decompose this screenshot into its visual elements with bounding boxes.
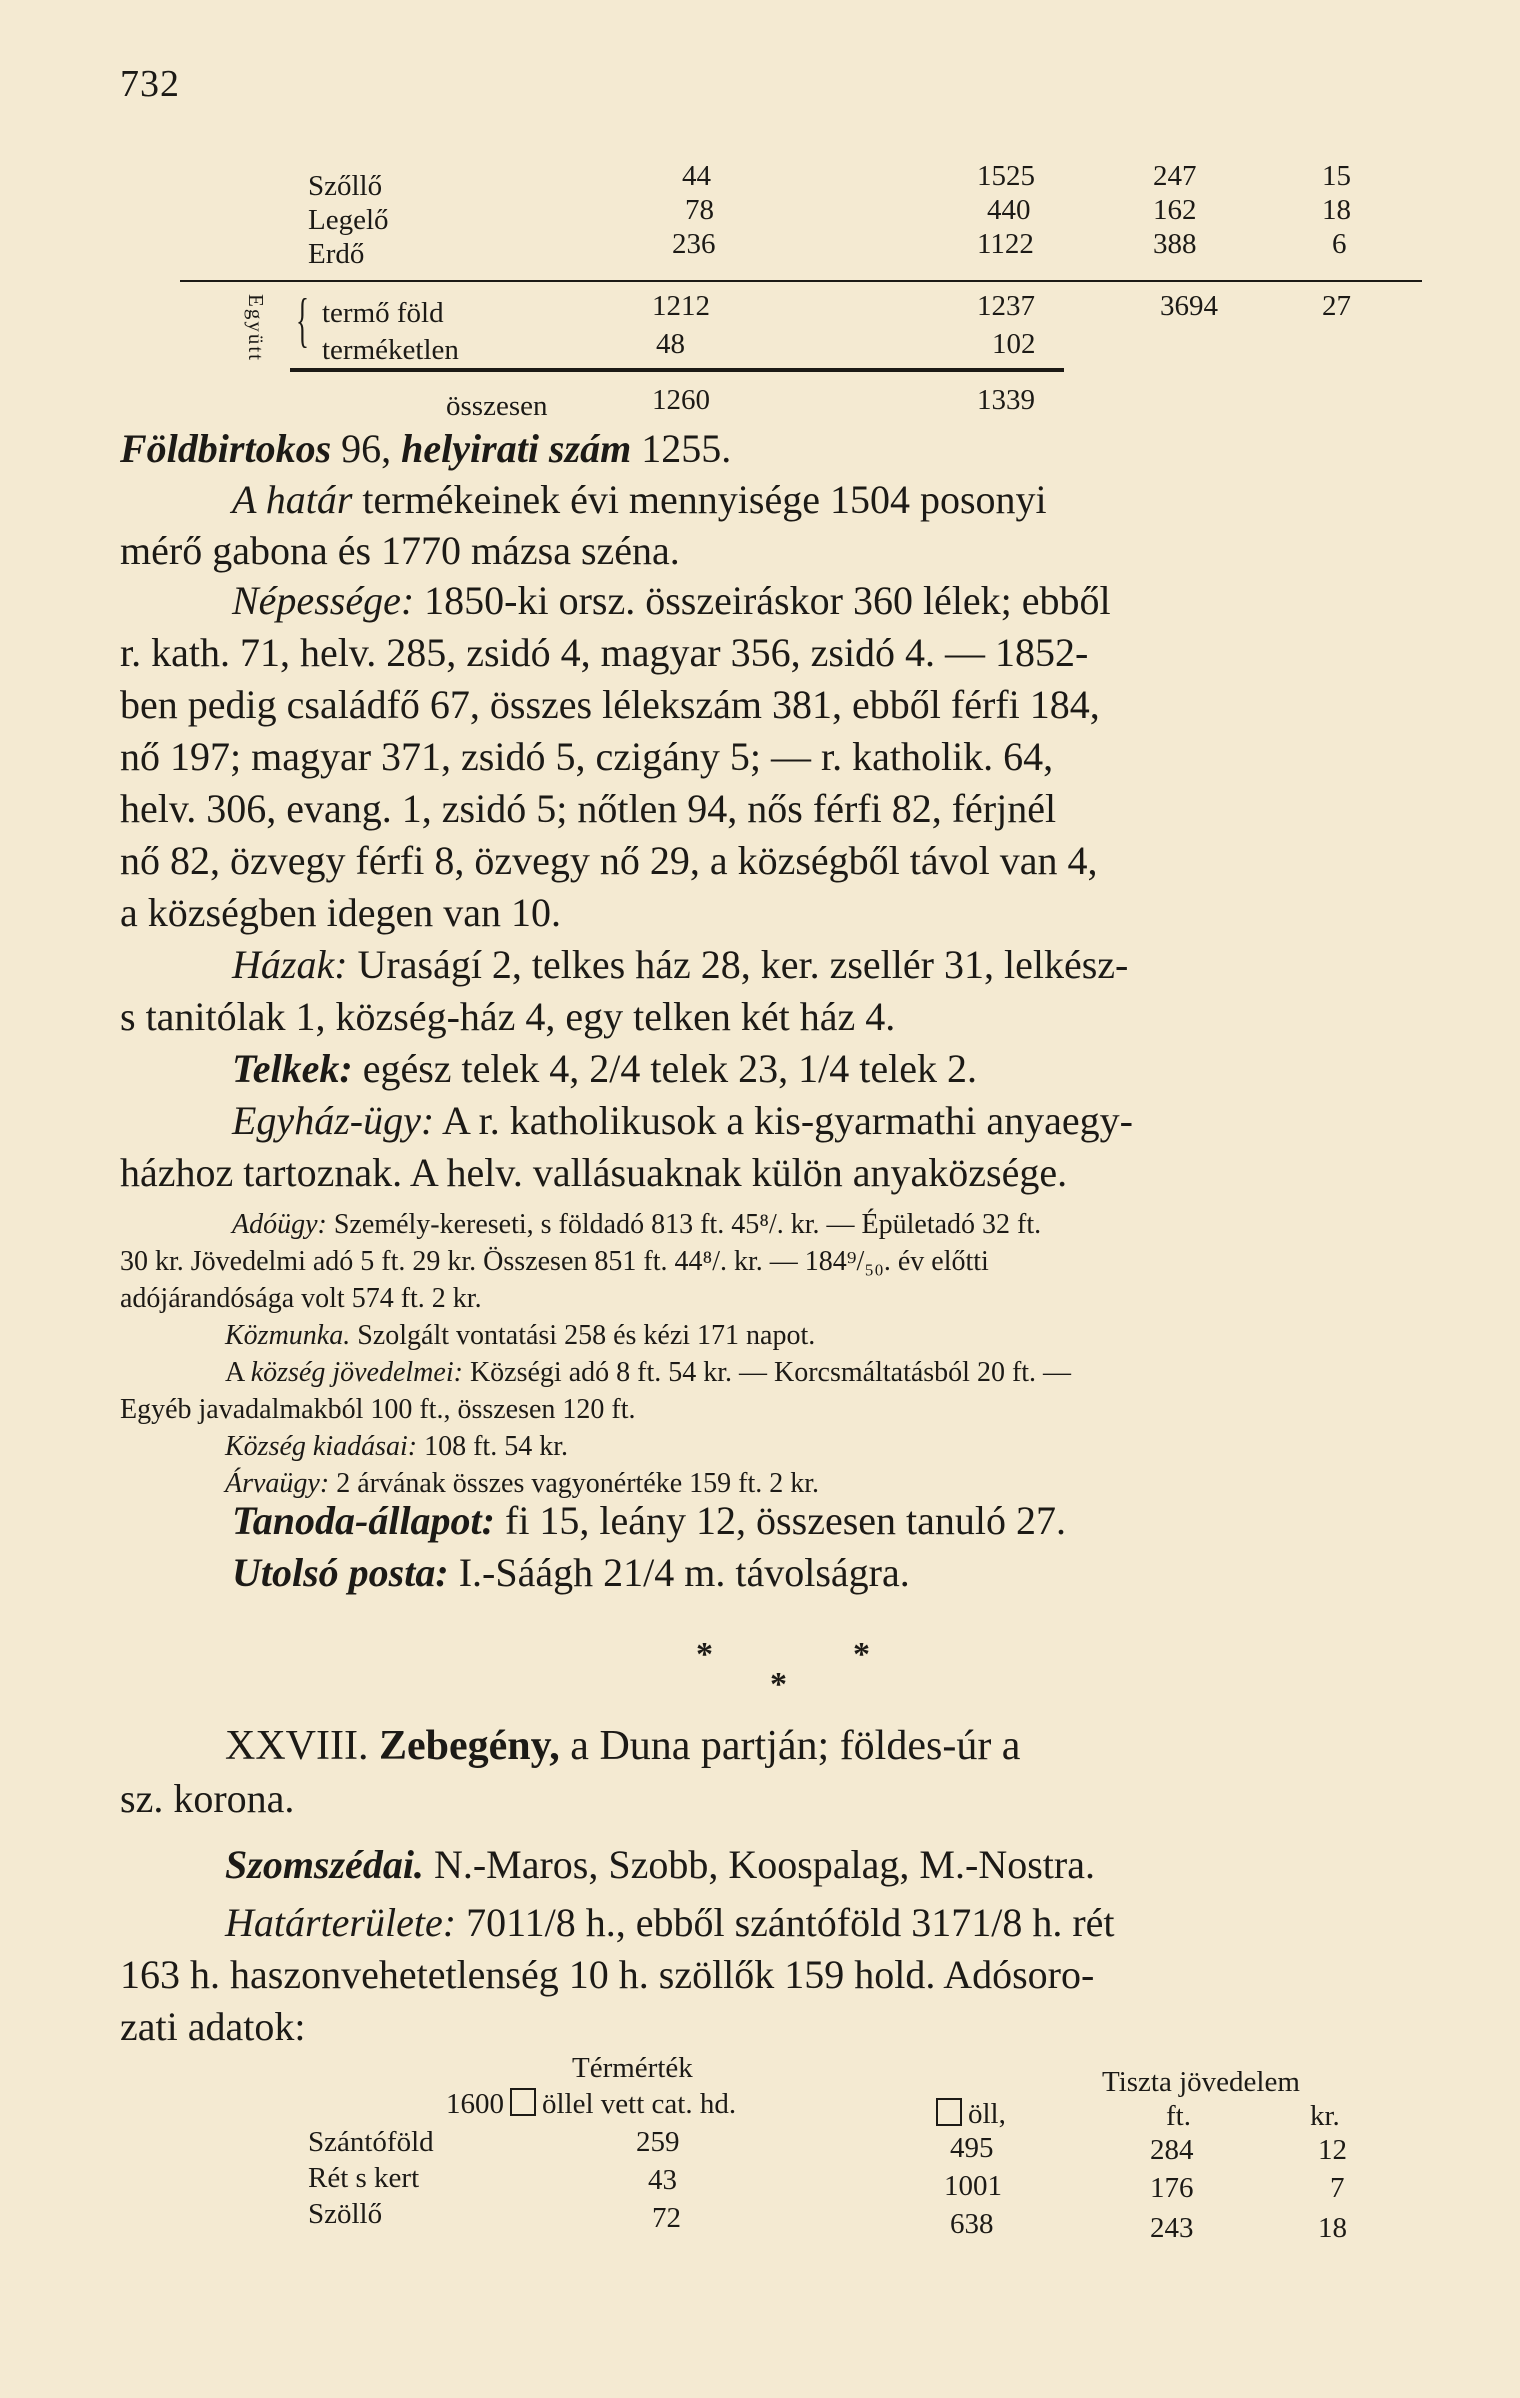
cell: 638: [950, 2208, 994, 2240]
cell: 1237: [977, 290, 1035, 322]
cell: 27: [1322, 290, 1351, 322]
col-header: ft.: [1166, 2100, 1191, 2132]
col-header: 1600 öllel vett cat. hd.: [446, 2088, 737, 2120]
text-line: nő 82, özvegy férfi 8, özvegy nő 29, a községből távol van 4,: [120, 838, 1098, 883]
cell: 48: [656, 328, 685, 360]
section-star: *: [853, 1636, 870, 1673]
row-label: terméketlen: [322, 334, 459, 366]
row-label: termő föld: [322, 297, 444, 329]
cell: 72: [652, 2202, 681, 2234]
row-label: Szöllő: [308, 2198, 383, 2230]
cell: 44: [682, 160, 711, 192]
cell: 78: [685, 194, 714, 226]
text-line: Határterülete: 7011/8 h., ebből szántóföld 3171/8 h. rét: [225, 1900, 1115, 1945]
cell: 43: [648, 2164, 677, 2196]
text-line: Telkek: egész telek 4, 2/4 telek 23, 1/4 telek 2.: [232, 1046, 977, 1091]
text-line: sz. korona.: [120, 1776, 295, 1821]
cell: 284: [1150, 2134, 1194, 2166]
text-line: a községben idegen van 10.: [120, 890, 561, 935]
text-line: Népessége: 1850-ki orsz. összeiráskor 360 lélek; ebből: [232, 578, 1111, 623]
cell: 259: [636, 2126, 680, 2158]
col-header: Tiszta jövedelem: [1102, 2066, 1300, 2098]
table-rule: [180, 280, 1422, 282]
text-line: Tanoda-állapot: fi 15, leány 12, összesen tanuló 27.: [232, 1498, 1066, 1543]
small-line: adójárandósága volt 574 ft. 2 kr.: [120, 1283, 482, 1314]
text-line: Földbirtokos 96, helyirati szám 1255.: [120, 426, 732, 471]
brace: {: [296, 287, 309, 353]
small-line: Árvaügy: 2 árvának összes vagyonértéke 159 ft. 2 kr.: [225, 1468, 820, 1499]
row-label: Legelő: [308, 204, 389, 236]
text-line: Szomszédai. N.-Maros, Szobb, Koospalag, M.-Nostra.: [225, 1842, 1095, 1887]
text-line: nő 197; magyar 371, zsidó 5, czigány 5; — r. katholik. 64,: [120, 734, 1054, 779]
text-line: Házak: Uraságí 2, telkes ház 28, ker. zsellér 31, lelkész-: [232, 942, 1129, 987]
section-star: *: [770, 1666, 787, 1703]
small-line: Község kiadásai: 108 ft. 54 kr.: [225, 1431, 568, 1462]
cell: 1212: [652, 290, 710, 322]
cell: 3694: [1160, 290, 1218, 322]
square-icon: [936, 2098, 962, 2126]
small-line: Egyéb javadalmakból 100 ft., összesen 120 ft.: [120, 1394, 636, 1425]
cell: 162: [1153, 194, 1197, 226]
text-line: A határ termékeinek évi mennyisége 1504 posonyi: [232, 477, 1047, 522]
small-line: A község jövedelmei: Községi adó 8 ft. 54 kr. — Korcsmáltatásból 20 ft. —: [225, 1357, 1072, 1388]
row-label: Szőllő: [308, 170, 383, 202]
col-header: öll,: [930, 2098, 1006, 2131]
text-line: helv. 306, evang. 1, zsidó 5; nőtlen 94, nős férfi 82, férjnél: [120, 786, 1057, 831]
text-line: mérő gabona és 1770 mázsa széna.: [120, 528, 680, 573]
cell: 18: [1318, 2212, 1347, 2244]
cell: 1339: [977, 384, 1035, 416]
cell: 1260: [652, 384, 710, 416]
cell: 6: [1332, 228, 1347, 260]
text-line: Utolsó posta: I.-Sáágh 21/4 m. távolságra.: [232, 1550, 910, 1595]
text-line: r. kath. 71, helv. 285, zsidó 4, magyar 356, zsidó 4. — 1852-: [120, 630, 1089, 675]
cell: 388: [1153, 228, 1197, 260]
cell: 440: [987, 194, 1031, 226]
small-line: Adóügy: Személy-kereseti, s földadó 813 ft. 45⁸/. kr. — Épületadó 32 ft.: [232, 1209, 1042, 1240]
row-label: Erdő: [308, 238, 365, 270]
cell: 1001: [944, 2170, 1002, 2202]
square-icon: [510, 2088, 536, 2116]
cell: 12: [1318, 2134, 1347, 2166]
col-header: kr.: [1310, 2100, 1340, 2132]
cell: 243: [1150, 2212, 1194, 2244]
text-line: házhoz tartoznak. A helv. vallásuaknak külön anyaközsége.: [120, 1150, 1068, 1195]
total-label: összesen: [446, 390, 548, 422]
cell: 1122: [977, 228, 1034, 260]
row-label: Rét s kert: [308, 2162, 420, 2194]
page-number: 732: [120, 63, 180, 105]
cell: 236: [672, 228, 716, 260]
section-star: *: [696, 1636, 713, 1673]
cell: 247: [1153, 160, 1197, 192]
text-line: zati adatok:: [120, 2004, 306, 2049]
cell: 15: [1322, 160, 1351, 192]
small-line: 30 kr. Jövedelmi adó 5 ft. 29 kr. Összesen 851 ft. 44⁸/. kr. — 184⁹/₅₀. év előtti: [120, 1246, 989, 1277]
cell: 1525: [977, 160, 1035, 192]
text-line: 163 h. haszonvehetetlenség 10 h. szöllők 159 hold. Adósoro-: [120, 1952, 1095, 1997]
col-header: Térmérték: [572, 2052, 693, 2084]
section-heading: XXVIII. Zebegény, a Duna partján; földes-úr a: [225, 1723, 1021, 1769]
small-line: Közmunka. Szolgált vontatási 258 és kézi 171 napot.: [225, 1320, 816, 1351]
cell: 176: [1150, 2172, 1194, 2204]
side-label: Együtt: [244, 294, 268, 362]
cell: 7: [1330, 2172, 1345, 2204]
row-label: Szántóföld: [308, 2126, 434, 2158]
text-line: Egyház-ügy: A r. katholikusok a kis-gyarmathi anyaegy-: [232, 1098, 1133, 1143]
cell: 495: [950, 2132, 994, 2164]
table-rule: [290, 368, 1064, 372]
text-line: s tanitólak 1, község-ház 4, egy telken két ház 4.: [120, 994, 896, 1039]
cell: 18: [1322, 194, 1351, 226]
cell: 102: [992, 328, 1036, 360]
text-line: ben pedig családfő 67, összes lélekszám 381, ebből férfi 184,: [120, 682, 1100, 727]
